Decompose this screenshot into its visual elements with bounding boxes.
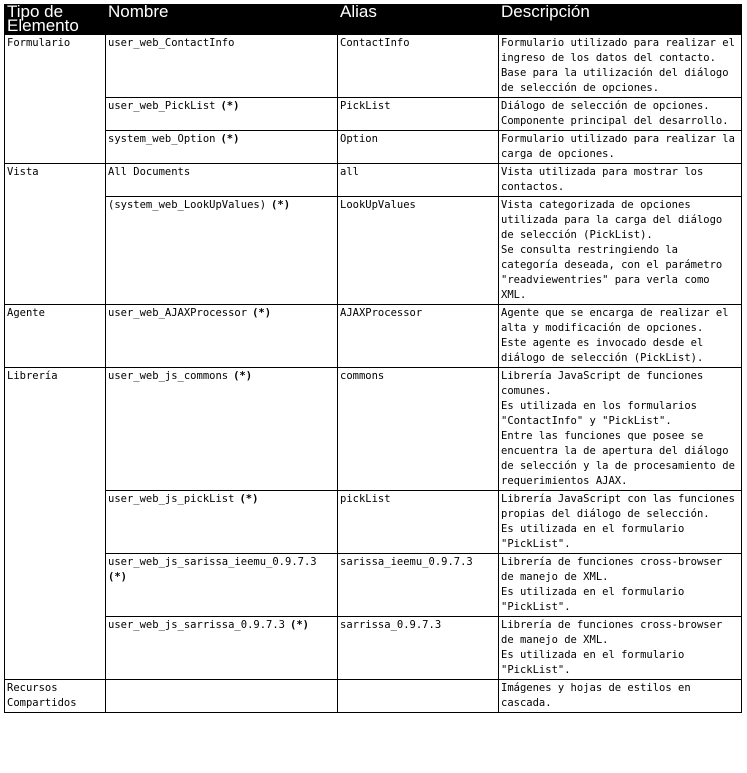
table-row <box>5 554 742 617</box>
required-mark: (*) <box>220 100 240 112</box>
name-cell <box>106 305 338 368</box>
name-text: user_web_js_pickList <box>108 493 235 505</box>
description-line: Vista categorizada de opciones utilizada para la carga del diálogo de selección (PickList). <box>501 199 723 241</box>
name-cell: All Documents <box>106 164 338 197</box>
required-mark: (*) <box>252 307 272 319</box>
required-mark: (*) <box>239 493 259 505</box>
description-line: Librería JavaScript de funciones comunes. <box>501 370 704 397</box>
description-cell <box>499 491 742 554</box>
table-header <box>5 2 742 35</box>
type-cell: Vista <box>5 164 106 305</box>
alias-cell: all <box>338 164 499 197</box>
name-text: user_web_js_sarissa_ieemu_0.9.7.3 <box>108 556 317 568</box>
alias-cell: pickList <box>338 491 499 554</box>
description-line: Agente que se encarga de realizar el alta y modificación de opciones. <box>501 307 729 334</box>
description-cell <box>499 368 742 491</box>
table-row <box>5 368 742 491</box>
description-line: Entre las funciones que posee se encuentra la de apertura del diálogo de selección y la de procesamiento de requerimientos AJAX. <box>501 430 735 487</box>
required-mark: (*) <box>290 619 309 631</box>
name-text: user_web_js_commons <box>108 370 229 382</box>
table-body <box>5 35 742 713</box>
header-name: Nombre <box>106 5 338 35</box>
required-mark: (*) <box>108 571 127 583</box>
name-text: user_web_AJAXProcessor <box>108 307 248 319</box>
name-cell <box>106 491 338 554</box>
description-cell <box>499 35 742 98</box>
type-cell: Formulario <box>5 35 106 164</box>
name-cell <box>106 554 338 617</box>
name-cell <box>106 368 338 491</box>
description-line: Es utilizada en el formulario "PickList". <box>501 649 685 676</box>
name-text: (system_web_LookUpValues) <box>108 199 267 211</box>
description-line: Es utilizada en los formularios "ContactInfo" y "PickList". <box>501 400 697 427</box>
type-cell: Agente <box>5 305 106 368</box>
description-cell <box>499 305 742 368</box>
table-row <box>5 98 742 131</box>
table-row <box>5 131 742 164</box>
name-cell <box>106 197 338 305</box>
header-description: Descripción <box>499 5 742 35</box>
description-line: Imágenes y hojas de estilos en cascada. <box>501 682 691 709</box>
alias-cell: Option <box>338 131 499 164</box>
alias-cell: sarrissa_0.9.7.3 <box>338 617 499 680</box>
description-cell <box>499 164 742 197</box>
table-row <box>5 680 742 713</box>
header-type-line-1: Tipo de <box>7 2 64 21</box>
description-line: Diálogo de selección de opciones. Componente principal del desarrollo. <box>501 100 729 127</box>
required-mark: (*) <box>271 199 291 211</box>
alias-cell: LookUpValues <box>338 197 499 305</box>
alias-cell: AJAXProcessor <box>338 305 499 368</box>
required-mark: (*) <box>220 133 240 145</box>
name-cell: user_web_ContactInfo <box>106 35 338 98</box>
description-line: Formulario utilizado para realizar la carga de opciones. <box>501 133 735 160</box>
description-line: Este agente es invocado desde el diálogo de selección (PickList). <box>501 337 704 364</box>
alias-cell: ContactInfo <box>338 35 499 98</box>
description-line: Librería de funciones cross-browser de manejo de XML. <box>501 556 723 583</box>
type-cell: Recursos Compartidos <box>5 680 106 713</box>
table-row <box>5 491 742 554</box>
description-cell <box>499 98 742 131</box>
table-row <box>5 305 742 368</box>
alias-cell <box>338 680 499 713</box>
description-line: Se consulta restringiendo la categoría deseada, con el parámetro "readviewentries" para verla como XML. <box>501 244 723 301</box>
name-cell <box>106 98 338 131</box>
alias-cell: sarissa_ieemu_0.9.7.3 <box>338 554 499 617</box>
table-row <box>5 164 742 197</box>
description-cell <box>499 197 742 305</box>
type-cell: Librería <box>5 368 106 680</box>
description-cell <box>499 617 742 680</box>
description-line: Es utilizada en el formulario "PickList". <box>501 523 685 550</box>
description-cell <box>499 680 742 713</box>
table-row <box>5 197 742 305</box>
description-line: Es utilizada en el formulario "PickList". <box>501 586 685 613</box>
name-text: system_web_Option <box>108 133 216 145</box>
alias-cell: PickList <box>338 98 499 131</box>
table-row <box>5 35 742 98</box>
header-type <box>5 2 106 35</box>
description-line: Librería JavaScript con las funciones propias del diálogo de selección. <box>501 493 735 520</box>
design-elements-table <box>4 4 742 713</box>
name-cell <box>106 131 338 164</box>
name-cell <box>106 617 338 680</box>
name-text: user_web_js_sarrissa_0.9.7.3 <box>108 619 286 631</box>
required-mark: (*) <box>233 370 253 382</box>
alias-cell: commons <box>338 368 499 491</box>
header-type-line-2: Elemento <box>7 16 79 35</box>
description-line: Vista utilizada para mostrar los contactos. <box>501 166 704 193</box>
header-row <box>5 5 742 35</box>
header-alias: Alias <box>338 5 499 35</box>
description-line: Formulario utilizado para realizar el ingreso de los datos del contacto. Base para la utilización del diálogo de selección de opciones. <box>501 37 735 94</box>
name-cell <box>106 680 338 713</box>
table-row <box>5 617 742 680</box>
name-text: user_web_PickList <box>108 100 216 112</box>
description-cell <box>499 131 742 164</box>
description-cell <box>499 554 742 617</box>
description-line: Librería de funciones cross-browser de manejo de XML. <box>501 619 723 646</box>
